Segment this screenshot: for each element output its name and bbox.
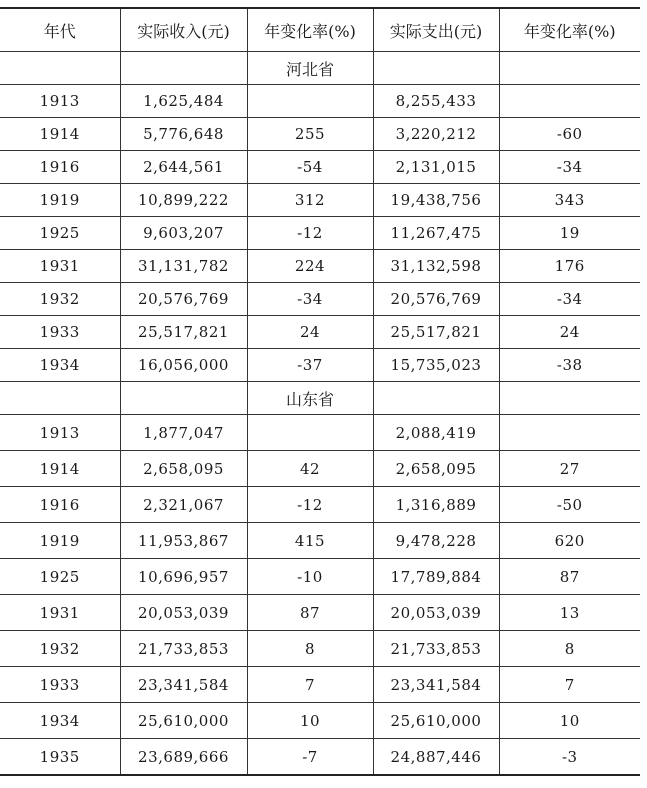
table-row bbox=[0, 118, 640, 151]
empty-cell bbox=[120, 52, 247, 85]
expenditure-rate-cell: -3 bbox=[499, 739, 640, 776]
expenditure-rate-cell: -34 bbox=[499, 151, 640, 184]
income-rate-cell: 87 bbox=[247, 595, 373, 631]
year-cell: 1931 bbox=[0, 595, 120, 631]
table-row bbox=[0, 631, 640, 667]
year-cell: 1933 bbox=[0, 667, 120, 703]
header-actual-income: 实际收入(元) bbox=[120, 8, 247, 52]
income-cell: 2,644,561 bbox=[120, 151, 247, 184]
table-row bbox=[0, 85, 640, 118]
expenditure-rate-cell: 343 bbox=[499, 184, 640, 217]
table-row bbox=[0, 595, 640, 631]
table-row bbox=[0, 151, 640, 184]
table-row bbox=[0, 487, 640, 523]
year-cell: 1935 bbox=[0, 739, 120, 776]
header-year: 年代 bbox=[0, 8, 120, 52]
expenditure-rate-cell bbox=[499, 415, 640, 451]
empty-cell bbox=[499, 382, 640, 415]
expenditure-rate-cell bbox=[499, 85, 640, 118]
expenditure-cell: 2,131,015 bbox=[373, 151, 499, 184]
table-row bbox=[0, 217, 640, 250]
table-row bbox=[0, 703, 640, 739]
fiscal-table bbox=[0, 7, 640, 776]
income-rate-cell: 415 bbox=[247, 523, 373, 559]
header-actual-expenditure: 实际支出(元) bbox=[373, 8, 499, 52]
header-income-change-rate: 年变化率(%) bbox=[247, 8, 373, 52]
expenditure-rate-cell: 8 bbox=[499, 631, 640, 667]
table-row bbox=[0, 451, 640, 487]
income-cell: 20,053,039 bbox=[120, 595, 247, 631]
expenditure-cell: 20,053,039 bbox=[373, 595, 499, 631]
income-cell: 23,689,666 bbox=[120, 739, 247, 776]
section-label-row bbox=[0, 52, 640, 85]
expenditure-rate-cell: 10 bbox=[499, 703, 640, 739]
income-rate-cell: -7 bbox=[247, 739, 373, 776]
income-cell: 1,625,484 bbox=[120, 85, 247, 118]
income-cell: 11,953,867 bbox=[120, 523, 247, 559]
section-label-row bbox=[0, 382, 640, 415]
table-row bbox=[0, 184, 640, 217]
year-cell: 1925 bbox=[0, 217, 120, 250]
empty-cell bbox=[373, 382, 499, 415]
table-row bbox=[0, 667, 640, 703]
expenditure-rate-cell: 620 bbox=[499, 523, 640, 559]
expenditure-cell: 9,478,228 bbox=[373, 523, 499, 559]
year-cell: 1932 bbox=[0, 631, 120, 667]
income-cell: 25,610,000 bbox=[120, 703, 247, 739]
year-cell: 1933 bbox=[0, 316, 120, 349]
expenditure-cell: 19,438,756 bbox=[373, 184, 499, 217]
income-cell: 20,576,769 bbox=[120, 283, 247, 316]
income-rate-cell: 224 bbox=[247, 250, 373, 283]
income-cell: 31,131,782 bbox=[120, 250, 247, 283]
expenditure-cell: 1,316,889 bbox=[373, 487, 499, 523]
year-cell: 1914 bbox=[0, 451, 120, 487]
income-cell: 25,517,821 bbox=[120, 316, 247, 349]
year-cell: 1913 bbox=[0, 415, 120, 451]
section-hebei bbox=[0, 52, 640, 382]
empty-cell bbox=[0, 52, 120, 85]
year-cell: 1913 bbox=[0, 85, 120, 118]
table-row bbox=[0, 349, 640, 382]
income-cell: 10,696,957 bbox=[120, 559, 247, 595]
empty-cell bbox=[499, 52, 640, 85]
expenditure-cell: 23,341,584 bbox=[373, 667, 499, 703]
expenditure-cell: 31,132,598 bbox=[373, 250, 499, 283]
expenditure-cell: 2,088,419 bbox=[373, 415, 499, 451]
year-cell: 1914 bbox=[0, 118, 120, 151]
table-row bbox=[0, 523, 640, 559]
income-cell: 16,056,000 bbox=[120, 349, 247, 382]
income-cell: 10,899,222 bbox=[120, 184, 247, 217]
empty-cell bbox=[373, 52, 499, 85]
expenditure-cell: 25,517,821 bbox=[373, 316, 499, 349]
year-cell: 1925 bbox=[0, 559, 120, 595]
income-cell: 21,733,853 bbox=[120, 631, 247, 667]
expenditure-cell: 2,658,095 bbox=[373, 451, 499, 487]
expenditure-cell: 15,735,023 bbox=[373, 349, 499, 382]
income-rate-cell: -12 bbox=[247, 217, 373, 250]
expenditure-cell: 11,267,475 bbox=[373, 217, 499, 250]
year-cell: 1934 bbox=[0, 349, 120, 382]
income-rate-cell bbox=[247, 415, 373, 451]
expenditure-rate-cell: 7 bbox=[499, 667, 640, 703]
expenditure-rate-cell: -34 bbox=[499, 283, 640, 316]
year-cell: 1916 bbox=[0, 487, 120, 523]
income-cell: 5,776,648 bbox=[120, 118, 247, 151]
income-rate-cell: 24 bbox=[247, 316, 373, 349]
expenditure-rate-cell: 24 bbox=[499, 316, 640, 349]
section-shandong bbox=[0, 382, 640, 776]
expenditure-rate-cell: -60 bbox=[499, 118, 640, 151]
income-rate-cell bbox=[247, 85, 373, 118]
income-cell: 1,877,047 bbox=[120, 415, 247, 451]
expenditure-rate-cell: -38 bbox=[499, 349, 640, 382]
year-cell: 1931 bbox=[0, 250, 120, 283]
expenditure-cell: 17,789,884 bbox=[373, 559, 499, 595]
header-row bbox=[0, 8, 640, 52]
table-row bbox=[0, 250, 640, 283]
section-label: 山东省 bbox=[247, 382, 373, 415]
income-rate-cell: 8 bbox=[247, 631, 373, 667]
income-rate-cell: 255 bbox=[247, 118, 373, 151]
year-cell: 1934 bbox=[0, 703, 120, 739]
expenditure-cell: 20,576,769 bbox=[373, 283, 499, 316]
year-cell: 1916 bbox=[0, 151, 120, 184]
expenditure-cell: 24,887,446 bbox=[373, 739, 499, 776]
header-expenditure-change-rate: 年变化率(%) bbox=[499, 8, 640, 52]
table-row bbox=[0, 415, 640, 451]
expenditure-rate-cell: 176 bbox=[499, 250, 640, 283]
table-row bbox=[0, 559, 640, 595]
empty-cell bbox=[0, 382, 120, 415]
income-rate-cell: 42 bbox=[247, 451, 373, 487]
income-rate-cell: 312 bbox=[247, 184, 373, 217]
income-rate-cell: 7 bbox=[247, 667, 373, 703]
year-cell: 1932 bbox=[0, 283, 120, 316]
expenditure-rate-cell: 87 bbox=[499, 559, 640, 595]
year-cell: 1919 bbox=[0, 523, 120, 559]
table-row bbox=[0, 739, 640, 776]
expenditure-rate-cell: -50 bbox=[499, 487, 640, 523]
income-rate-cell: -54 bbox=[247, 151, 373, 184]
income-rate-cell: -34 bbox=[247, 283, 373, 316]
section-label: 河北省 bbox=[247, 52, 373, 85]
empty-cell bbox=[120, 382, 247, 415]
income-cell: 9,603,207 bbox=[120, 217, 247, 250]
expenditure-cell: 21,733,853 bbox=[373, 631, 499, 667]
expenditure-rate-cell: 13 bbox=[499, 595, 640, 631]
table-row bbox=[0, 283, 640, 316]
expenditure-cell: 3,220,212 bbox=[373, 118, 499, 151]
income-cell: 23,341,584 bbox=[120, 667, 247, 703]
income-cell: 2,658,095 bbox=[120, 451, 247, 487]
expenditure-rate-cell: 27 bbox=[499, 451, 640, 487]
income-rate-cell: -37 bbox=[247, 349, 373, 382]
table-row bbox=[0, 316, 640, 349]
year-cell: 1919 bbox=[0, 184, 120, 217]
expenditure-cell: 8,255,433 bbox=[373, 85, 499, 118]
income-rate-cell: -12 bbox=[247, 487, 373, 523]
expenditure-rate-cell: 19 bbox=[499, 217, 640, 250]
expenditure-cell: 25,610,000 bbox=[373, 703, 499, 739]
income-cell: 2,321,067 bbox=[120, 487, 247, 523]
income-rate-cell: 10 bbox=[247, 703, 373, 739]
income-rate-cell: -10 bbox=[247, 559, 373, 595]
